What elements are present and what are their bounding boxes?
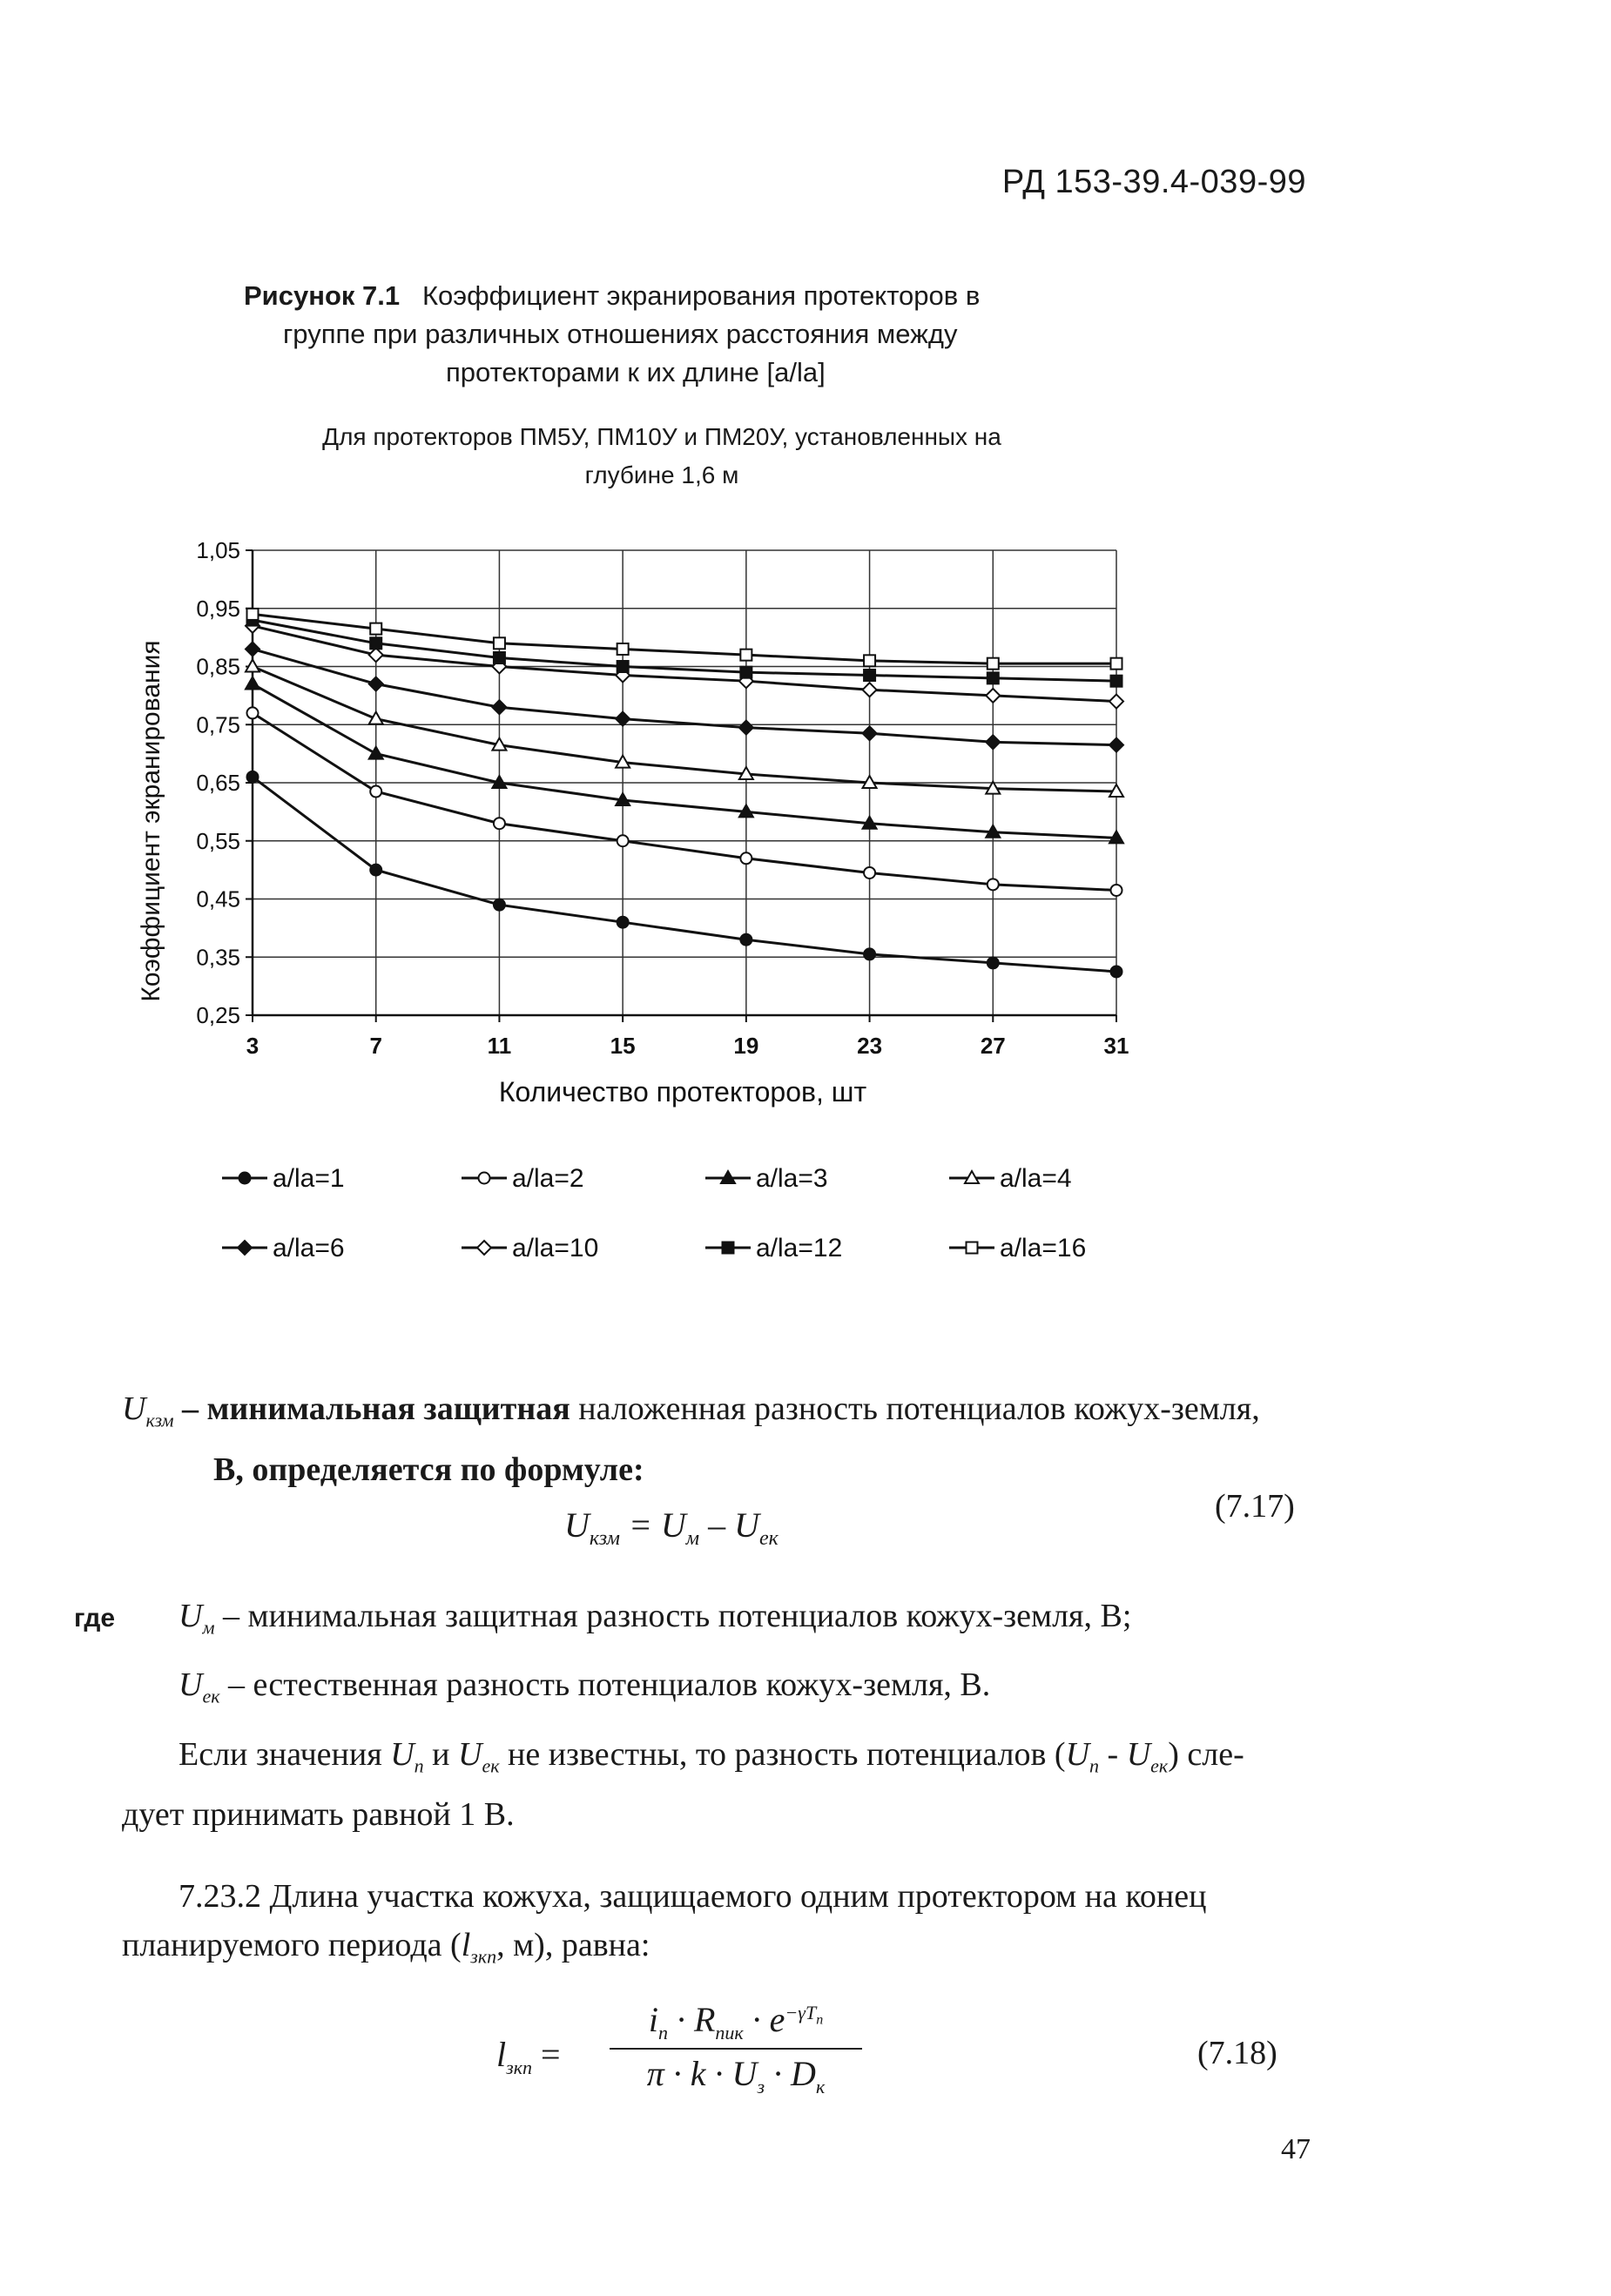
data-point: [617, 917, 629, 928]
symbol: U: [1065, 1735, 1090, 1773]
caption-line-2: группе при различных отношениях расстояния между: [283, 319, 958, 349]
data-point: [986, 689, 1000, 703]
data-point: [494, 899, 505, 911]
formula-sub: пик: [715, 2021, 744, 2044]
legend-marker: [967, 1242, 978, 1254]
formula-sub: к: [815, 2075, 826, 2097]
formula-expression: [564, 1505, 779, 1551]
series-a-la-1: [247, 771, 1122, 978]
text-run: не известны, то разность потенциалов (: [499, 1735, 1066, 1773]
data-point: [1111, 658, 1122, 670]
legend-item: [949, 1164, 1072, 1193]
where-label: где: [74, 1603, 116, 1633]
symbol-subscript: п: [1089, 1754, 1100, 1777]
symbol: l: [461, 1927, 471, 1964]
data-point: [247, 707, 259, 718]
y-tick-label: 0,65: [196, 770, 240, 796]
page-number: 47: [1281, 2133, 1311, 2165]
y-tick-label: 0,95: [196, 595, 240, 622]
formula-term: U: [660, 1505, 686, 1545]
fraction-denominator: [610, 2050, 862, 2098]
where-text: – естественная разность потенциалов кожух-земля, В.: [219, 1666, 991, 1704]
x-tick-label: 15: [610, 1033, 636, 1059]
y-tick-label: 0,75: [196, 711, 240, 738]
subtitle-line-2: глубине 1,6 м: [584, 461, 739, 488]
data-point: [864, 655, 875, 666]
formula-term: l: [496, 2034, 507, 2074]
chart-series: [246, 609, 1123, 978]
data-point: [740, 852, 752, 864]
formula-exponent: −γT: [785, 2001, 817, 2023]
formula-term: · D: [765, 2053, 816, 2093]
symbol-subscript: ек: [1150, 1754, 1169, 1777]
data-point: [246, 642, 260, 656]
data-point: [739, 721, 753, 735]
data-point: [987, 658, 999, 670]
y-tick-label: 0,45: [196, 885, 240, 912]
data-point: [1111, 966, 1122, 977]
chart-tick-labels: [196, 537, 1129, 1059]
data-point: [864, 670, 875, 681]
legend-marker: [238, 1241, 252, 1255]
x-tick-label: 31: [1103, 1033, 1129, 1059]
caption-line-3: протекторами к их длине [a/la]: [446, 357, 826, 387]
legend-label: a/la=4: [1000, 1164, 1072, 1193]
text-run: ) сле-: [1168, 1735, 1244, 1773]
formula-number: (7.18): [1197, 2034, 1277, 2071]
data-point: [369, 677, 383, 691]
formula-sub: зкп: [506, 2056, 532, 2078]
data-point: [617, 661, 629, 672]
definition-text: наложенная разность потенциалов кожух-земля,: [570, 1390, 1260, 1427]
y-axis-label: Коэффициент экранирования: [137, 640, 165, 1002]
text-run: , м), равна:: [496, 1927, 650, 1964]
x-tick-label: 7: [369, 1033, 382, 1059]
legend-marker: [723, 1242, 734, 1254]
data-point: [863, 726, 877, 740]
legend-item: [705, 1164, 828, 1193]
x-tick-label: 27: [980, 1033, 1006, 1059]
formula-op: =: [541, 2034, 561, 2074]
data-point: [492, 700, 506, 714]
paragraph-if-values: [179, 1730, 1324, 1791]
legend-item: [462, 1164, 584, 1193]
formula-op: –: [699, 1505, 735, 1545]
y-tick-label: 0,25: [196, 1002, 240, 1028]
data-point: [247, 609, 259, 620]
where-text: – минимальная защитная разность потенциалов кожух-земля, В;: [214, 1597, 1132, 1634]
formula-sub: з: [757, 2075, 765, 2097]
legend-label: a/la=16: [1000, 1234, 1087, 1262]
x-tick-label: 11: [487, 1033, 512, 1059]
formula-term: · e: [743, 1999, 785, 2039]
symbol-subscript: п: [414, 1754, 424, 1777]
formula-term: · R: [667, 1999, 716, 2039]
document-code: РД 153-39.4-039-99: [1001, 164, 1306, 200]
y-tick-label: 1,05: [196, 537, 240, 563]
data-point: [370, 865, 381, 876]
symbol-subscript: м: [202, 1616, 215, 1639]
x-tick-label: 3: [246, 1033, 260, 1059]
data-point: [1109, 695, 1123, 709]
data-point: [369, 648, 383, 662]
data-point: [1109, 738, 1123, 752]
data-point: [494, 637, 505, 649]
data-point: [740, 934, 752, 946]
body-text: [74, 1384, 1324, 2130]
formula-sub: кзм: [589, 1526, 620, 1550]
where-line-1: [74, 1592, 1324, 1653]
formula-fraction: [610, 1999, 862, 2098]
formula-sub: п: [657, 2021, 668, 2044]
data-point: [864, 867, 875, 879]
data-point: [617, 835, 629, 846]
data-point: [370, 786, 381, 798]
where-line-2: [179, 1660, 1324, 1721]
data-point: [740, 650, 752, 661]
caption-text-1: Коэффициент экранирования протекторов в: [421, 280, 981, 311]
chart-legend: [222, 1164, 1086, 1262]
x-tick-label: 23: [857, 1033, 883, 1059]
data-point: [370, 623, 381, 635]
formula-term: π · k · U: [646, 2053, 758, 2093]
data-point: [986, 735, 1000, 749]
subtitle-line-1: Для протекторов ПМ5У, ПМ10У и ПМ20У, установленных на: [322, 423, 1001, 450]
legend-item: [222, 1234, 345, 1262]
paragraph-if-values-line-2: дует принимать равной 1 В.: [122, 1796, 515, 1834]
y-tick-label: 0,55: [196, 827, 240, 854]
data-point: [494, 652, 505, 663]
legend-marker: [479, 1173, 490, 1184]
definition-line-2: В, определяется по формуле:: [213, 1451, 644, 1488]
paragraph-7-23-2-line-2: [122, 1921, 1324, 1982]
formula-op: =: [619, 1505, 661, 1545]
data-point: [616, 712, 630, 726]
text-run: планируемого периода (: [122, 1927, 462, 1964]
definition-bold: – минимальная защитная: [173, 1390, 570, 1427]
data-point: [494, 818, 505, 829]
paragraph-7-23-2: 7.23.2 Длина участка кожуха, защищаемого одним протектором на конец: [179, 1878, 1207, 1916]
data-point: [247, 771, 259, 783]
data-point: [740, 667, 752, 678]
symbol: U: [458, 1735, 482, 1773]
y-tick-label: 0,85: [196, 653, 240, 680]
data-point: [246, 677, 260, 690]
legend-marker: [239, 1173, 251, 1184]
symbol-subscript: ек: [482, 1754, 500, 1777]
formula-term: i: [648, 1999, 658, 2039]
x-tick-label: 19: [733, 1033, 759, 1059]
data-point: [864, 948, 875, 959]
symbol: U: [122, 1390, 146, 1427]
formula-sub: м: [685, 1526, 700, 1550]
symbol-subscript: кзм: [145, 1409, 174, 1431]
symbol: U: [1126, 1735, 1151, 1773]
data-point: [369, 747, 383, 759]
term-definition-ukzm: [122, 1384, 1324, 1445]
legend-marker: [477, 1241, 491, 1255]
data-point: [863, 683, 877, 697]
text-run: Если значения: [179, 1735, 391, 1773]
legend-label: a/la=1: [273, 1164, 345, 1193]
symbol: U: [179, 1666, 203, 1704]
legend-label: a/la=12: [756, 1234, 843, 1262]
data-point: [987, 672, 999, 683]
series-line: [253, 713, 1116, 891]
data-point: [987, 879, 999, 890]
fraction-numerator: [610, 1999, 862, 2050]
series-line: [253, 684, 1116, 838]
data-point: [370, 637, 381, 649]
legend-label: a/la=6: [273, 1234, 345, 1262]
legend-label: a/la=3: [756, 1164, 828, 1193]
x-axis-label: Количество протекторов, шт: [498, 1076, 867, 1108]
formula-sub: ек: [759, 1526, 779, 1550]
symbol-subscript: зкп: [470, 1945, 497, 1968]
data-point: [1111, 885, 1122, 896]
symbol: U: [179, 1597, 203, 1634]
formula-7-17: [122, 1487, 1324, 1581]
caption-label: Рисунок 7.1: [244, 280, 401, 311]
symbol: U: [390, 1735, 415, 1773]
chart-grid: [253, 550, 1116, 1015]
data-point: [1111, 676, 1122, 687]
legend-label: a/la=10: [512, 1234, 599, 1262]
data-point: [617, 643, 629, 655]
formula-term: U: [564, 1505, 590, 1545]
formula-lhs: [496, 2034, 561, 2079]
y-tick-label: 0,35: [196, 944, 240, 971]
legend-label: a/la=2: [512, 1164, 584, 1193]
formula-7-18: [122, 1999, 1324, 2130]
formula-term: U: [734, 1505, 759, 1545]
text-run: -: [1099, 1735, 1127, 1773]
legend-item: [222, 1164, 345, 1193]
formula-sub: п: [816, 2012, 824, 2028]
data-point: [987, 957, 999, 968]
formula-number: (7.17): [1215, 1487, 1295, 1525]
legend-item: [705, 1234, 842, 1262]
text-run: и: [423, 1735, 458, 1773]
legend-item: [949, 1234, 1086, 1262]
legend-item: [462, 1234, 598, 1262]
symbol-subscript: ек: [202, 1685, 220, 1707]
